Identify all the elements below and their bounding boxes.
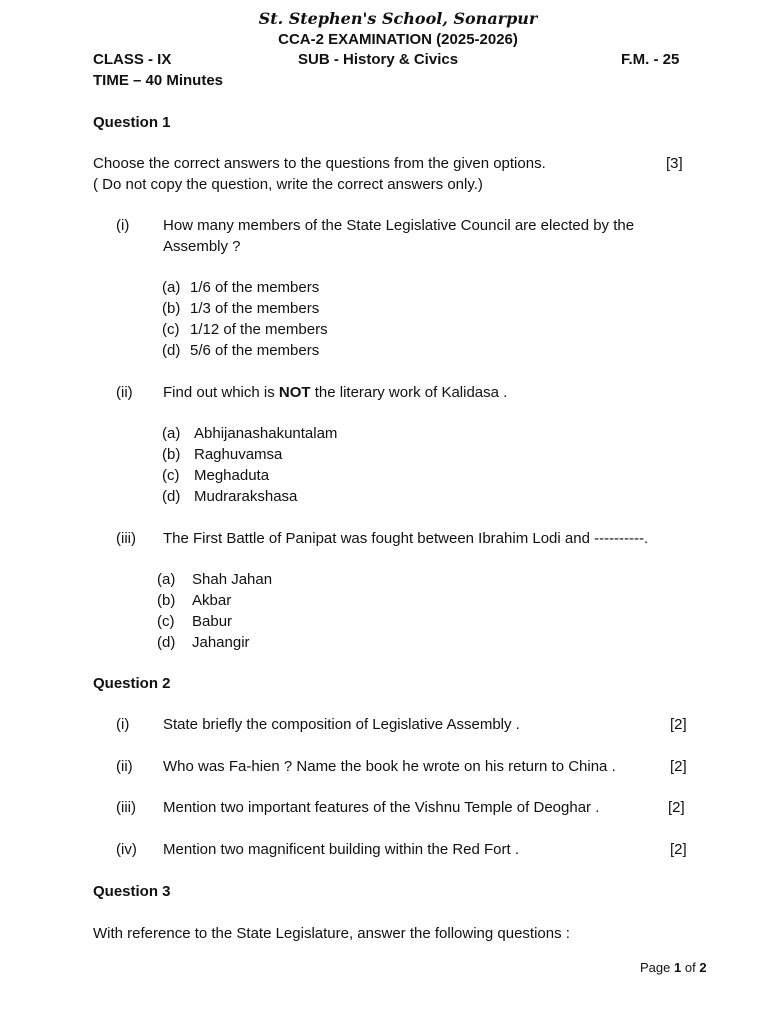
page-current: 1 — [674, 960, 682, 975]
q1-item-2-option-c-label: (c) — [162, 467, 180, 484]
q1-item-2-option-c-text: Meghaduta — [194, 467, 270, 484]
q2-item-2-marks: [2] — [670, 758, 687, 775]
q2-item-4-marks: [2] — [670, 841, 687, 858]
class-label: CLASS - IX — [93, 51, 172, 68]
q1-item-3-option-d-label: (d) — [157, 634, 176, 651]
q1-item-2-text-emphasis: NOT — [278, 384, 311, 401]
q2-item-3-text: Mention two important features of the Vishnu Temple of Deoghar . — [163, 799, 600, 816]
subject-label: SUB - History & Civics — [298, 51, 459, 68]
question-1-marks: [3] — [666, 155, 683, 172]
q1-item-3-option-b-text: Akbar — [192, 592, 232, 609]
question-3-text: With reference to the State Legislature, answer the following questions : — [93, 925, 570, 942]
q1-item-1-option-a-text: 1/6 of the members — [190, 279, 320, 296]
q1-item-3-number: (iii) — [116, 530, 136, 547]
q2-item-1-text: State briefly the composition of Legislative Assembly . — [163, 716, 520, 733]
page-word: Page — [640, 960, 671, 975]
q1-item-1-option-b-label: (b) — [162, 300, 181, 317]
q1-item-2-option-a-label: (a) — [162, 425, 181, 442]
question-1-title: Question 1 — [93, 114, 171, 131]
q1-item-2-text-after: the literary work of Kalidasa . — [310, 384, 508, 401]
question-2-title: Question 2 — [93, 675, 171, 692]
question-1-note: ( Do not copy the question, write the correct answers only.) — [93, 176, 483, 193]
page-total: 2 — [699, 960, 707, 975]
q1-item-1-option-c-text: 1/12 of the members — [190, 321, 328, 338]
q1-item-1-option-b-text: 1/3 of the members — [190, 300, 320, 317]
q1-item-2-option-b-text: Raghuvamsa — [194, 446, 283, 463]
q1-item-1-text-line1: How many members of the State Legislative Council are elected by the — [163, 217, 635, 234]
q1-item-1-option-a-label: (a) — [162, 279, 181, 296]
q1-item-3-option-a-text: Shah Jahan — [192, 571, 273, 588]
q1-item-1-option-c-label: (c) — [162, 321, 180, 338]
q1-item-3-option-a-label: (a) — [157, 571, 176, 588]
q1-item-1-number: (i) — [116, 217, 130, 234]
q2-item-2-number: (ii) — [116, 758, 133, 775]
q1-item-3-option-c-label: (c) — [157, 613, 175, 630]
q1-item-3-text: The First Battle of Panipat was fought between Ibrahim Lodi and ----------. — [163, 530, 649, 547]
q1-item-3-option-c-text: Babur — [192, 613, 233, 630]
q1-item-1-option-d-label: (d) — [162, 342, 181, 359]
q1-item-2-option-d-text: Mudrarakshasa — [194, 488, 298, 505]
q1-item-2-number: (ii) — [116, 384, 133, 401]
full-marks-label: F.M. - 25 — [621, 51, 680, 68]
question-3-title: Question 3 — [93, 883, 171, 900]
school-name: St. Stephen's School, Sonarpur — [258, 9, 538, 28]
page-number — [640, 958, 707, 978]
q1-item-2-text-before: Find out which is — [163, 384, 279, 401]
q1-item-2-option-d-label: (d) — [162, 488, 181, 505]
q2-item-2-text: Who was Fa-hien ? Name the book he wrote on his return to China . — [163, 758, 616, 775]
q1-item-2-text — [163, 383, 507, 403]
q2-item-1-number: (i) — [116, 716, 130, 733]
exam-title: CCA-2 EXAMINATION (2025-2026) — [278, 31, 518, 48]
q1-item-2-option-b-label: (b) — [162, 446, 181, 463]
q2-item-3-number: (iii) — [116, 799, 136, 816]
q1-item-1-option-d-text: 5/6 of the members — [190, 342, 320, 359]
q1-item-2-option-a-text: Abhijanashakuntalam — [194, 425, 338, 442]
q2-item-1-marks: [2] — [670, 716, 687, 733]
q1-item-1-text-line2: Assembly ? — [163, 238, 241, 255]
time-label: TIME – 40 Minutes — [93, 72, 224, 89]
q2-item-4-text: Mention two magnificent building within the Red Fort . — [163, 841, 520, 858]
page-of: of — [684, 960, 696, 975]
q1-item-3-option-d-text: Jahangir — [192, 634, 250, 651]
q2-item-4-number: (iv) — [116, 841, 137, 858]
q1-item-3-option-b-label: (b) — [157, 592, 176, 609]
question-1-instruction: Choose the correct answers to the questions from the given options. — [93, 155, 546, 172]
q2-item-3-marks: [2] — [668, 799, 685, 816]
